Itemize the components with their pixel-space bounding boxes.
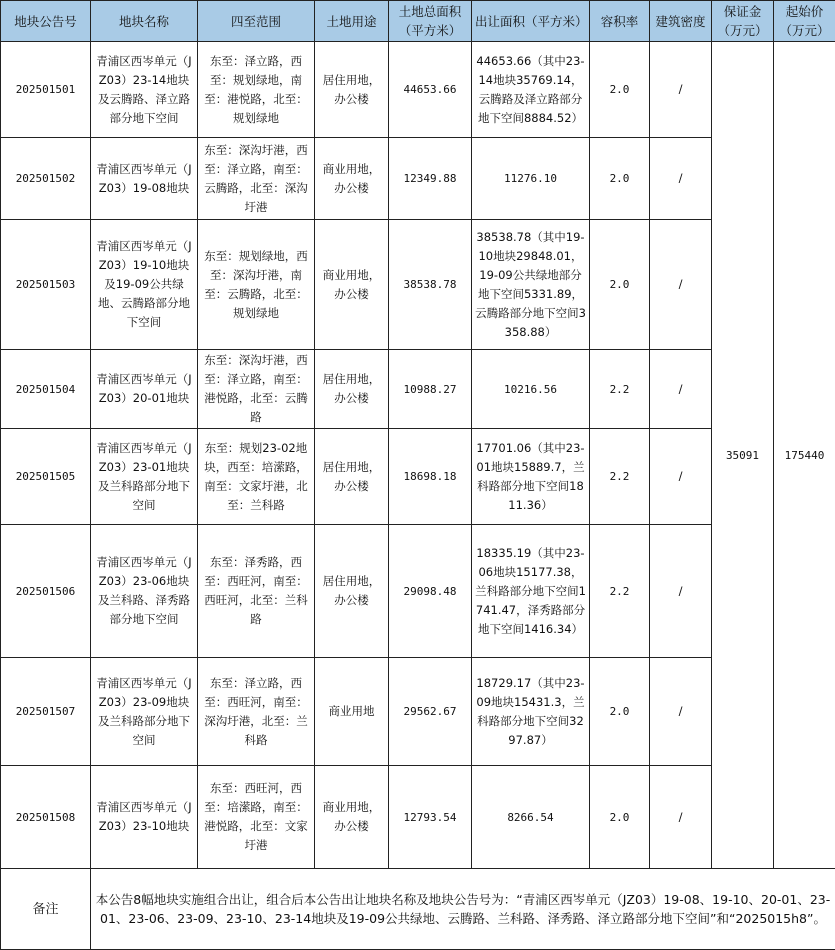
parcel-building-density: / bbox=[650, 220, 712, 350]
parcel-plot-ratio: 2.0 bbox=[590, 220, 650, 350]
table-row bbox=[1, 766, 835, 869]
parcel-name: 青浦区西岑单元（JZ03）20-01地块 bbox=[91, 350, 198, 429]
parcel-land-use: 商业用地 bbox=[315, 658, 389, 766]
parcel-plot-ratio: 2.0 bbox=[590, 766, 650, 869]
parcel-boundary: 东至：西旺河，西至：培潆路，南至：港悦路，北至：文家圩港 bbox=[198, 766, 315, 869]
parcel-plot-ratio: 2.2 bbox=[590, 350, 650, 429]
parcel-transfer-area: 10216.56 bbox=[472, 350, 590, 429]
table-row bbox=[1, 350, 835, 429]
parcel-name: 青浦区西岑单元（JZ03）23-14地块及云腾路、泽立路部分地下空间 bbox=[91, 42, 198, 138]
header-row bbox=[1, 1, 835, 42]
parcel-no: 202501507 bbox=[1, 658, 91, 766]
parcel-name: 青浦区西岑单元（JZ03）19-10地块及19-09公共绿地、云腾路部分地下空间 bbox=[91, 220, 198, 350]
remark-label: 备注 bbox=[1, 869, 91, 950]
parcel-total-area: 44653.66 bbox=[389, 42, 472, 138]
table-row bbox=[1, 658, 835, 766]
parcel-boundary: 东至：泽立路，西至：西旺河，南至：深沟圩港，北至：兰科路 bbox=[198, 658, 315, 766]
parcel-name: 青浦区西岑单元（JZ03）19-08地块 bbox=[91, 138, 198, 220]
parcel-transfer-area: 44653.66（其中23-14地块35769.14，云腾路及泽立路部分地下空间8884.52） bbox=[472, 42, 590, 138]
parcel-name: 青浦区西岑单元（JZ03）23-10地块 bbox=[91, 766, 198, 869]
parcel-building-density: / bbox=[650, 766, 712, 869]
parcel-building-density: / bbox=[650, 350, 712, 429]
parcel-transfer-area: 38538.78（其中19-10地块29848.01，19-09公共绿地部分地下空间5331.89，云腾路部分地下空间3358.88） bbox=[472, 220, 590, 350]
parcel-boundary: 东至：规划23-02地块，西至：培潆路，南至：文家圩港，北至：兰科路 bbox=[198, 429, 315, 525]
parcel-transfer-area: 17701.06（其中23-01地块15889.7，兰科路部分地下空间1811.36） bbox=[472, 429, 590, 525]
header-plot-ratio: 容积率 bbox=[590, 1, 650, 42]
parcel-land-use: 居住用地，办公楼 bbox=[315, 350, 389, 429]
parcel-no: 202501506 bbox=[1, 525, 91, 658]
parcel-plot-ratio: 2.0 bbox=[590, 42, 650, 138]
parcel-boundary: 东至：泽立路，西至：规划绿地，南至：港悦路，北至：规划绿地 bbox=[198, 42, 315, 138]
table-row bbox=[1, 220, 835, 350]
parcel-transfer-area: 11276.10 bbox=[472, 138, 590, 220]
parcel-no: 202501505 bbox=[1, 429, 91, 525]
parcel-boundary: 东至：泽秀路，西至：西旺河，南至：西旺河，北至：兰科路 bbox=[198, 525, 315, 658]
parcel-building-density: / bbox=[650, 658, 712, 766]
table-row bbox=[1, 42, 835, 138]
header-boundary: 四至范围 bbox=[198, 1, 315, 42]
parcel-boundary: 东至：深沟圩港，西至：泽立路，南至：港悦路，北至：云腾路 bbox=[198, 350, 315, 429]
parcel-name: 青浦区西岑单元（JZ03）23-09地块及兰科路部分地下空间 bbox=[91, 658, 198, 766]
start-price-value: 175440 bbox=[774, 42, 835, 869]
parcel-name: 青浦区西岑单元（JZ03）23-01地块及兰科路部分地下空间 bbox=[91, 429, 198, 525]
parcel-building-density: / bbox=[650, 42, 712, 138]
parcel-land-use: 商业用地，办公楼 bbox=[315, 138, 389, 220]
parcel-boundary: 东至：规划绿地，西至：深沟圩港，南至：云腾路，北至：规划绿地 bbox=[198, 220, 315, 350]
header-building-density: 建筑密度 bbox=[650, 1, 712, 42]
parcel-no: 202501503 bbox=[1, 220, 91, 350]
parcel-plot-ratio: 2.0 bbox=[590, 658, 650, 766]
parcel-no: 202501502 bbox=[1, 138, 91, 220]
parcel-total-area: 38538.78 bbox=[389, 220, 472, 350]
parcel-total-area: 18698.18 bbox=[389, 429, 472, 525]
table-row bbox=[1, 429, 835, 525]
deposit-value: 35091 bbox=[712, 42, 774, 869]
table-row bbox=[1, 525, 835, 658]
remark-text: 本公告8幅地块实施组合出让，组合后本公告出让地块名称及地块公告号为：“青浦区西岑单元（JZ03）19-08、19-10、20-01、23-01、23-06、23-09、23-10、23-14地块及19-09公共绿地、云腾路、兰科路、泽秀路、泽立路部分地下空间”和“2025015h8”。 bbox=[91, 869, 835, 950]
parcel-total-area: 29098.48 bbox=[389, 525, 472, 658]
parcel-building-density: / bbox=[650, 138, 712, 220]
parcel-total-area: 29562.67 bbox=[389, 658, 472, 766]
parcel-land-use: 居住用地，办公楼 bbox=[315, 429, 389, 525]
header-parcel-name: 地块名称 bbox=[91, 1, 198, 42]
parcel-no: 202501504 bbox=[1, 350, 91, 429]
parcel-total-area: 10988.27 bbox=[389, 350, 472, 429]
parcel-land-use: 居住用地，办公楼 bbox=[315, 525, 389, 658]
table-row bbox=[1, 138, 835, 220]
parcel-building-density: / bbox=[650, 525, 712, 658]
parcel-boundary: 东至：深沟圩港，西至：泽立路，南至：云腾路，北至：深沟圩港 bbox=[198, 138, 315, 220]
parcel-transfer-area: 8266.54 bbox=[472, 766, 590, 869]
parcel-name: 青浦区西岑单元（JZ03）23-06地块及兰科路、泽秀路部分地下空间 bbox=[91, 525, 198, 658]
header-parcel-no: 地块公告号 bbox=[1, 1, 91, 42]
parcel-plot-ratio: 2.2 bbox=[590, 525, 650, 658]
header-total-area: 土地总面积（平方米） bbox=[389, 1, 472, 42]
remark-row bbox=[1, 869, 835, 950]
parcel-total-area: 12793.54 bbox=[389, 766, 472, 869]
parcel-total-area: 12349.88 bbox=[389, 138, 472, 220]
header-start-price: 起始价（万元） bbox=[774, 1, 835, 42]
header-deposit: 保证金（万元） bbox=[712, 1, 774, 42]
parcel-transfer-area: 18729.17（其中23-09地块15431.3，兰科路部分地下空间3297.87） bbox=[472, 658, 590, 766]
parcel-land-use: 商业用地，办公楼 bbox=[315, 766, 389, 869]
parcel-no: 202501508 bbox=[1, 766, 91, 869]
parcel-land-use: 居住用地，办公楼 bbox=[315, 42, 389, 138]
parcel-no: 202501501 bbox=[1, 42, 91, 138]
header-land-use: 土地用途 bbox=[315, 1, 389, 42]
parcel-plot-ratio: 2.0 bbox=[590, 138, 650, 220]
parcel-building-density: / bbox=[650, 429, 712, 525]
parcel-land-use: 商业用地，办公楼 bbox=[315, 220, 389, 350]
header-transfer-area: 出让面积（平方米） bbox=[472, 1, 590, 42]
parcel-transfer-area: 18335.19（其中23-06地块15177.38，兰科路部分地下空间1741.47，泽秀路部分地下空间1416.34） bbox=[472, 525, 590, 658]
parcel-plot-ratio: 2.2 bbox=[590, 429, 650, 525]
